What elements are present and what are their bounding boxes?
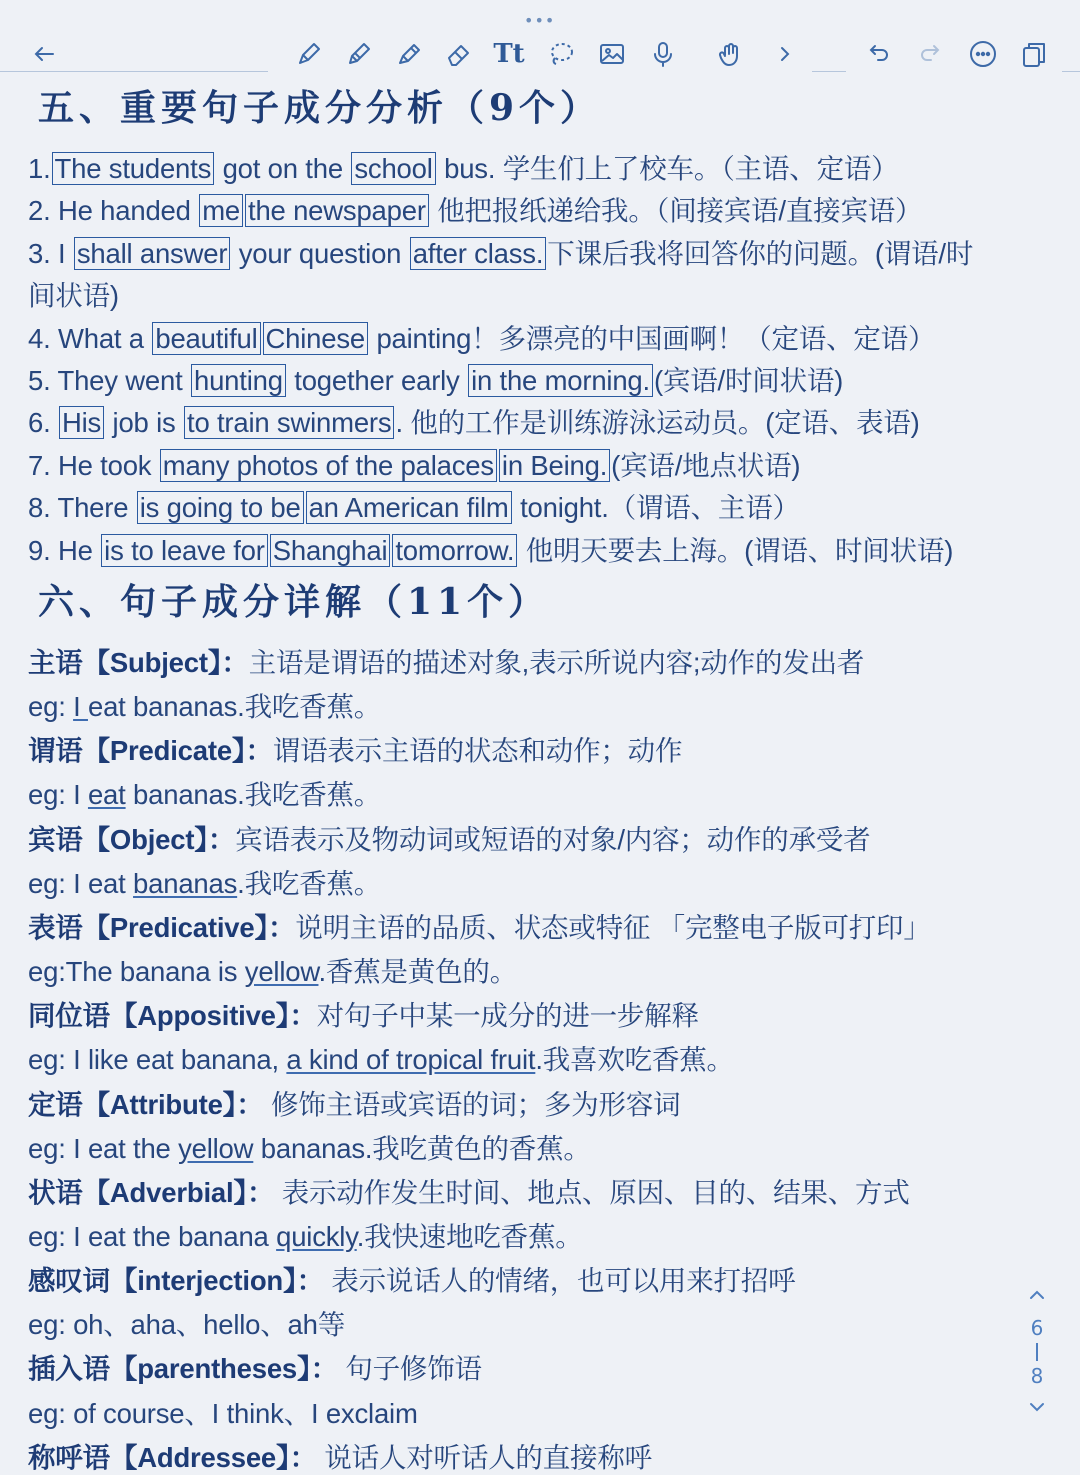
page-up-icon[interactable] bbox=[1019, 1280, 1055, 1310]
text-segment: .香蕉是黄色的。 bbox=[318, 956, 518, 988]
section5-line bbox=[28, 316, 935, 356]
text-segment: eg: I eat bbox=[28, 867, 134, 899]
text-segment: (宾语/地点状语) bbox=[611, 449, 801, 481]
section5-line bbox=[28, 528, 953, 568]
text-segment: 对句子中某一成分的进一步解释 bbox=[316, 1000, 699, 1032]
text-segment: 谓语表示主语的状态和动作；动作 bbox=[272, 735, 683, 767]
highlighter-icon[interactable] bbox=[339, 34, 379, 74]
text-segment: 说明主语的品质、状态或特征 「完整电子版可打印」 bbox=[295, 911, 931, 943]
section5-line bbox=[28, 231, 973, 271]
section5-line bbox=[28, 400, 920, 440]
text-segment: 宾语表示及物动词或短语的对象/内容；动作的承受者 bbox=[235, 823, 871, 855]
text-segment: 8. There bbox=[28, 492, 136, 524]
section6-line bbox=[28, 772, 381, 812]
text-segment: 下课后我将回答你的问题。(谓语/时 bbox=[547, 237, 974, 269]
text-segment: eg: of course、I think、I exclaim bbox=[28, 1397, 418, 1429]
boxed-phrase: school bbox=[351, 152, 435, 185]
text-segment: job is bbox=[105, 407, 183, 439]
section6-line bbox=[28, 1302, 345, 1342]
section6-line bbox=[28, 1082, 680, 1122]
text-segment: 主语是谓语的描述对象,表示所说内容;动作的发出者 bbox=[248, 647, 865, 678]
boxed-phrase: is going to be bbox=[137, 491, 304, 524]
underlined-phrase: yellow bbox=[244, 956, 319, 988]
current-page-number: 6 bbox=[1030, 1316, 1044, 1340]
chevron-right-icon[interactable] bbox=[765, 34, 805, 74]
text-segment: 1. bbox=[28, 153, 51, 184]
section5-line bbox=[28, 443, 800, 483]
term-heading: 定语【Attribute】： bbox=[28, 1088, 264, 1120]
text-segment: painting！多漂亮的中国画啊！（定语、定语） bbox=[369, 322, 936, 354]
underlined-phrase: eat bbox=[87, 779, 126, 811]
section6-line bbox=[28, 1346, 482, 1386]
section6-line bbox=[28, 905, 931, 945]
text-tool-icon[interactable]: Tt bbox=[493, 39, 525, 69]
text-segment: eg: I eat the bbox=[28, 1132, 179, 1164]
image-icon[interactable] bbox=[592, 34, 632, 74]
total-page-count: 8 bbox=[1030, 1364, 1044, 1388]
underlined-phrase: I bbox=[73, 691, 88, 723]
text-segment: eg: I eat the banana bbox=[28, 1220, 277, 1252]
eraser-icon[interactable] bbox=[439, 34, 479, 74]
term-heading: 同位语【Appositive】： bbox=[28, 1000, 317, 1032]
toolbar bbox=[0, 0, 1080, 74]
section5-line bbox=[28, 188, 922, 228]
boxed-phrase: tomorrow. bbox=[392, 534, 517, 567]
text-segment: 表示动作发生时间、地点、原因、目的、结果、方式 bbox=[274, 1176, 910, 1208]
section6-line bbox=[28, 684, 381, 724]
text-segment: eat bananas.我吃香蕉。 bbox=[87, 691, 382, 723]
text-segment: got on the bbox=[215, 153, 351, 184]
boxed-phrase: is to leave for bbox=[101, 534, 268, 567]
text-segment: tonight.（谓语、主语） bbox=[512, 492, 800, 524]
text-segment: eg: bbox=[28, 691, 74, 723]
section6-line bbox=[28, 861, 381, 901]
boxed-phrase: beautiful bbox=[152, 322, 260, 355]
pages-icon[interactable] bbox=[1014, 34, 1054, 74]
boxed-phrase: Shanghai bbox=[270, 534, 391, 567]
microphone-icon[interactable] bbox=[643, 34, 683, 74]
page-down-icon[interactable] bbox=[1019, 1392, 1055, 1422]
section6-line bbox=[28, 1170, 910, 1210]
text-segment: 9. He bbox=[28, 534, 101, 566]
text-segment: bus. 学生们上了校车。（主语、定语） bbox=[436, 153, 899, 184]
section6-line bbox=[28, 1435, 652, 1475]
section6-line bbox=[28, 1391, 418, 1431]
text-segment: .我吃香蕉。 bbox=[237, 867, 382, 899]
section5-line bbox=[28, 273, 119, 313]
term-heading: 表语【Predicative】： bbox=[28, 911, 296, 943]
text-segment: 说话人对听话人的直接称呼 bbox=[316, 1441, 652, 1473]
boxed-phrase: in the morning. bbox=[468, 364, 653, 397]
page-indicator bbox=[1019, 1280, 1055, 1422]
underlined-phrase: a kind of tropical fruit bbox=[286, 1044, 536, 1076]
text-segment: 他把报纸递给我。（间接宾语/直接宾语） bbox=[429, 195, 923, 227]
marker-icon[interactable] bbox=[389, 34, 429, 74]
text-segment: 句子修饰语 bbox=[337, 1353, 482, 1385]
text-segment: 5. They went bbox=[28, 365, 190, 396]
section5-line bbox=[28, 358, 843, 398]
boxed-phrase: after class. bbox=[410, 237, 547, 270]
text-segment: 4. What a bbox=[28, 322, 152, 354]
text-segment: 3. I bbox=[28, 237, 73, 269]
back-arrow-icon[interactable] bbox=[24, 34, 64, 74]
boxed-phrase: hunting bbox=[191, 364, 286, 397]
section6-line bbox=[28, 817, 870, 857]
toolbar-divider bbox=[812, 71, 846, 72]
text-segment: (宾语/时间状语) bbox=[653, 365, 844, 396]
boxed-phrase: The students bbox=[52, 152, 215, 185]
section6-line bbox=[28, 728, 682, 768]
underlined-phrase: bananas bbox=[133, 867, 238, 899]
toolbar-divider bbox=[0, 71, 268, 72]
text-segment: bananas.我吃黄色的香蕉。 bbox=[253, 1132, 591, 1164]
term-heading: 谓语【Predicate】： bbox=[28, 735, 273, 767]
boxed-phrase: shall answer bbox=[74, 237, 230, 270]
drag-handle[interactable]: ••• bbox=[524, 11, 556, 30]
term-heading: 主语【Subject】： bbox=[28, 647, 249, 678]
lasso-icon[interactable] bbox=[541, 34, 581, 74]
text-segment: 7. He took bbox=[28, 449, 159, 481]
boxed-phrase: many photos of the palaces bbox=[160, 449, 497, 482]
text-segment: 6. bbox=[28, 407, 58, 439]
toolbar-divider bbox=[1062, 71, 1080, 72]
text-segment: 他明天要去上海。(谓语、时间状语) bbox=[518, 534, 954, 566]
boxed-phrase: to train swinmers bbox=[184, 406, 394, 439]
boxed-phrase: an American film bbox=[306, 491, 512, 524]
section6-line bbox=[28, 949, 517, 989]
text-segment: 修饰主语或宾语的词；多为形容词 bbox=[263, 1088, 681, 1120]
boxed-phrase: the newspaper bbox=[245, 194, 429, 227]
section6-line bbox=[28, 1126, 591, 1166]
text-segment: eg: oh、aha、hello、ah等 bbox=[28, 1309, 346, 1341]
text-segment: eg:The banana is bbox=[28, 956, 245, 988]
section6-line bbox=[28, 993, 699, 1033]
pen-icon[interactable] bbox=[289, 34, 329, 74]
section6-line bbox=[28, 1258, 795, 1298]
underlined-phrase: quickly bbox=[276, 1220, 357, 1252]
text-segment: eg: I bbox=[28, 779, 88, 811]
section6-line bbox=[28, 640, 864, 680]
term-heading: 状语【Adverbial】： bbox=[28, 1176, 275, 1208]
redo-icon[interactable] bbox=[911, 34, 951, 74]
more-icon[interactable] bbox=[963, 34, 1003, 74]
section5-line bbox=[28, 485, 800, 525]
boxed-phrase: in Being. bbox=[499, 449, 610, 482]
text-segment: .我喜欢吃香蕉。 bbox=[535, 1044, 734, 1076]
term-heading: 称呼语【Addressee】： bbox=[28, 1441, 317, 1473]
text-segment: together early bbox=[286, 365, 468, 396]
section-5-title: 五、重要句子成分分析（9个） bbox=[38, 87, 602, 129]
text-segment: eg: I like eat banana, bbox=[28, 1044, 287, 1076]
page-divider bbox=[1036, 1343, 1038, 1361]
text-segment: 2. He handed bbox=[28, 195, 199, 227]
boxed-phrase: me bbox=[199, 194, 243, 227]
section-6-title: 六、句子成分详解（11个） bbox=[38, 581, 550, 623]
term-heading: 插入语【parentheses】： bbox=[28, 1353, 338, 1385]
underlined-phrase: yellow bbox=[178, 1132, 254, 1164]
text-segment: 间状语) bbox=[28, 280, 119, 312]
boxed-phrase: Chinese bbox=[263, 322, 369, 355]
text-segment: . 他的工作是训练游泳运动员。(定语、表语) bbox=[395, 407, 920, 439]
term-heading: 感叹词【interjection】： bbox=[28, 1265, 324, 1297]
text-segment: your question bbox=[231, 237, 409, 269]
section5-line bbox=[28, 146, 898, 186]
section6-line bbox=[28, 1037, 734, 1077]
undo-icon[interactable] bbox=[858, 34, 898, 74]
text-segment: .我快速地吃香蕉。 bbox=[356, 1220, 583, 1252]
text-segment: bananas.我吃香蕉。 bbox=[125, 779, 382, 811]
section6-line bbox=[28, 1214, 583, 1254]
text-segment: 表示说话人的情绪，也可以用来打招呼 bbox=[323, 1265, 796, 1297]
hand-draw-icon[interactable] bbox=[711, 34, 751, 74]
boxed-phrase: His bbox=[59, 406, 104, 439]
term-heading: 宾语【Object】： bbox=[28, 823, 236, 855]
